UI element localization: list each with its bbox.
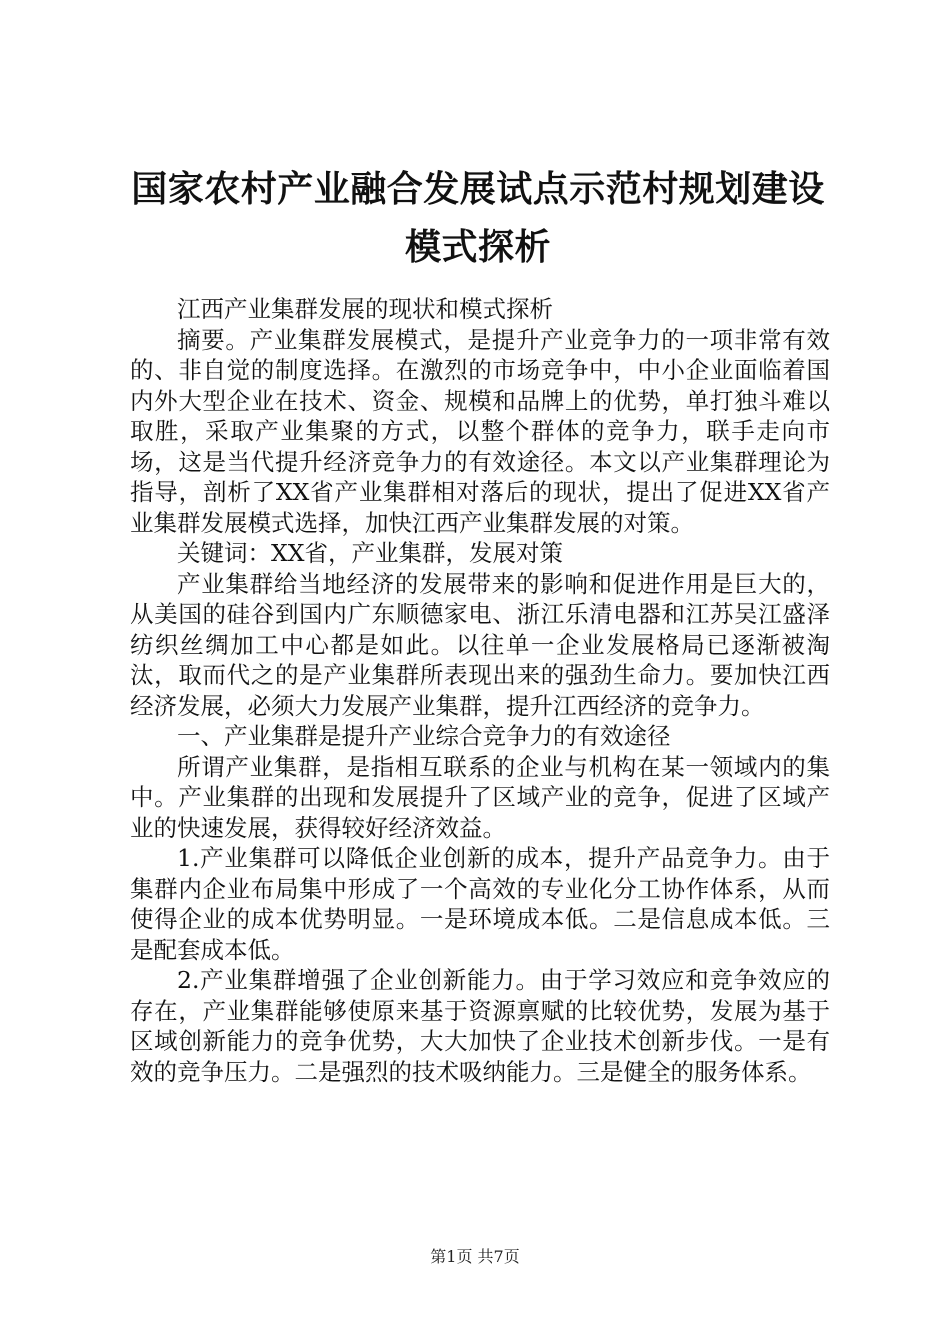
page-number-footer: 第1页 共7页 (430, 1247, 520, 1266)
document-body (130, 294, 830, 1087)
definition-paragraph: 所谓产业集群，是指相互联系的企业与机构在某一领域内的集中。产业集群的出现和发展提升了区域产业的竞争，促进了区域产业的快速发展，获得较好经济效益。 (130, 752, 830, 842)
subtitle-paragraph: 江西产业集群发展的现状和模式探析 (177, 295, 553, 323)
keywords-paragraph: 关键词：XX省，产业集群，发展对策 (177, 539, 563, 567)
point-1-paragraph: 1.产业集群可以降低企业创新的成本，提升产品竞争力。由于集群内企业布局集中形成了一个高效的专业化分工协作体系，从而使得企业的成本优势明显。一是环境成本低。二是信息成本低。三是配套成本低。 (130, 844, 830, 964)
section-heading-1: 一、产业集群是提升产业综合竞争力的有效途径 (177, 722, 671, 750)
intro-paragraph: 产业集群给当地经济的发展带来的影响和促进作用是巨大的，从美国的硅谷到国内广东顺德家电、浙江乐清电器和江苏吴江盛泽纺织丝绸加工中心都是如此。以往单一企业发展格局已逐渐被淘汰，取而代之的是产业集群所表现出来的强劲生命力。要加快江西经济发展，必须大力发展产业集群，提升江西经济的竞争力。 (130, 569, 830, 720)
point-2-paragraph: 2.产业集群增强了企业创新能力。由于学习效应和竞争效应的存在，产业集群能够使原来基于资源禀赋的比较优势，发展为基于区域创新能力的竞争优势，大大加快了企业技术创新步伐。一是有效的竞争压力。二是强烈的技术吸纳能力。三是健全的服务体系。 (130, 966, 830, 1086)
document-title: 国家农村产业融合发展试点示范村规划建设模式探析 (131, 168, 825, 268)
abstract-paragraph: 摘要。产业集群发展模式，是提升产业竞争力的一项非常有效的、非自觉的制度选择。在激烈的市场竞争中，中小企业面临着国内外大型企业在技术、资金、规模和品牌上的优势，单打独斗难以取胜，采取产业集聚的方式，以整个群体的竞争力，联手走向市场，这是当代提升经济竞争力的有效途径。本文以产业集群理论为指导，剖析了XX省产业集群相对落后的现状，提出了促进XX省产业集群发展模式选择，加快江西产业集群发展的对策。 (130, 325, 830, 537)
